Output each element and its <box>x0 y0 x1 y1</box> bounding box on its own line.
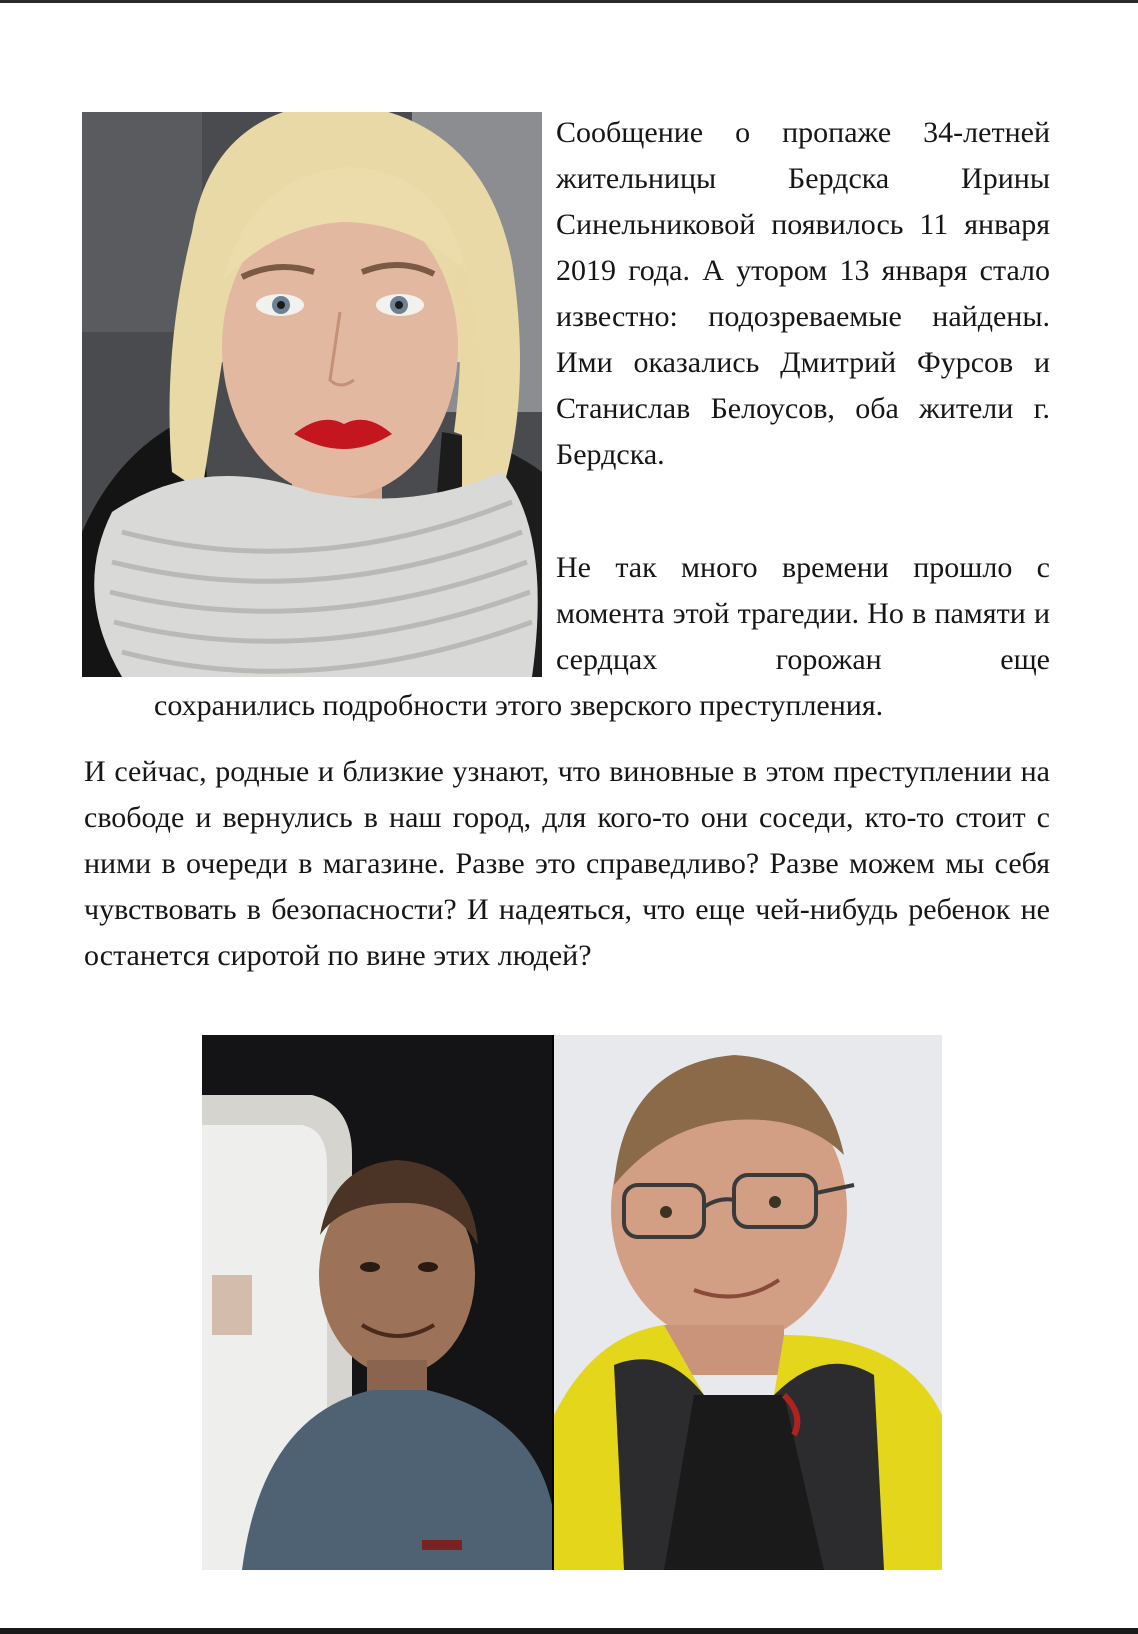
suspect-photo-left <box>202 1035 552 1570</box>
paragraph-tragedy-memory: Не так много времени прошло с момента этой трагедии. Но в памяти и сердцах горожан еще <box>556 551 1050 676</box>
suspect-photo-right <box>554 1035 942 1570</box>
paragraph-tragedy-memory-continued: сохранились подробности этого зверского преступления. <box>154 689 884 722</box>
woman-photo <box>82 112 542 677</box>
suspects-photo-collage <box>202 1035 942 1570</box>
top-border <box>0 0 1138 3</box>
bottom-border <box>0 1628 1138 1634</box>
paragraph-missing-report: Сообщение о пропаже 34-летней жительницы Бердска Ирины Синельниковой появилось 11 января 2019 года. А утором 13 января стало известно: подозреваемые найдены. Ими оказались Дмитрий Фурсов и Станислав Белоусов, оба жители г. Бердска. <box>556 116 1050 471</box>
paragraph-suspects-free: И сейчас, родные и близкие узнают, что виновные в этом преступлении на свободе и вернулись в наш город, для кого-то они соседи, кто-то стоит с ними в очереди в магазине. Разве это справедливо? Разве можем мы себя чувствовать в безопасности? И надеяться, что еще чей-нибудь ребенок не останется сиротой по вине этих людей? <box>84 755 1050 972</box>
